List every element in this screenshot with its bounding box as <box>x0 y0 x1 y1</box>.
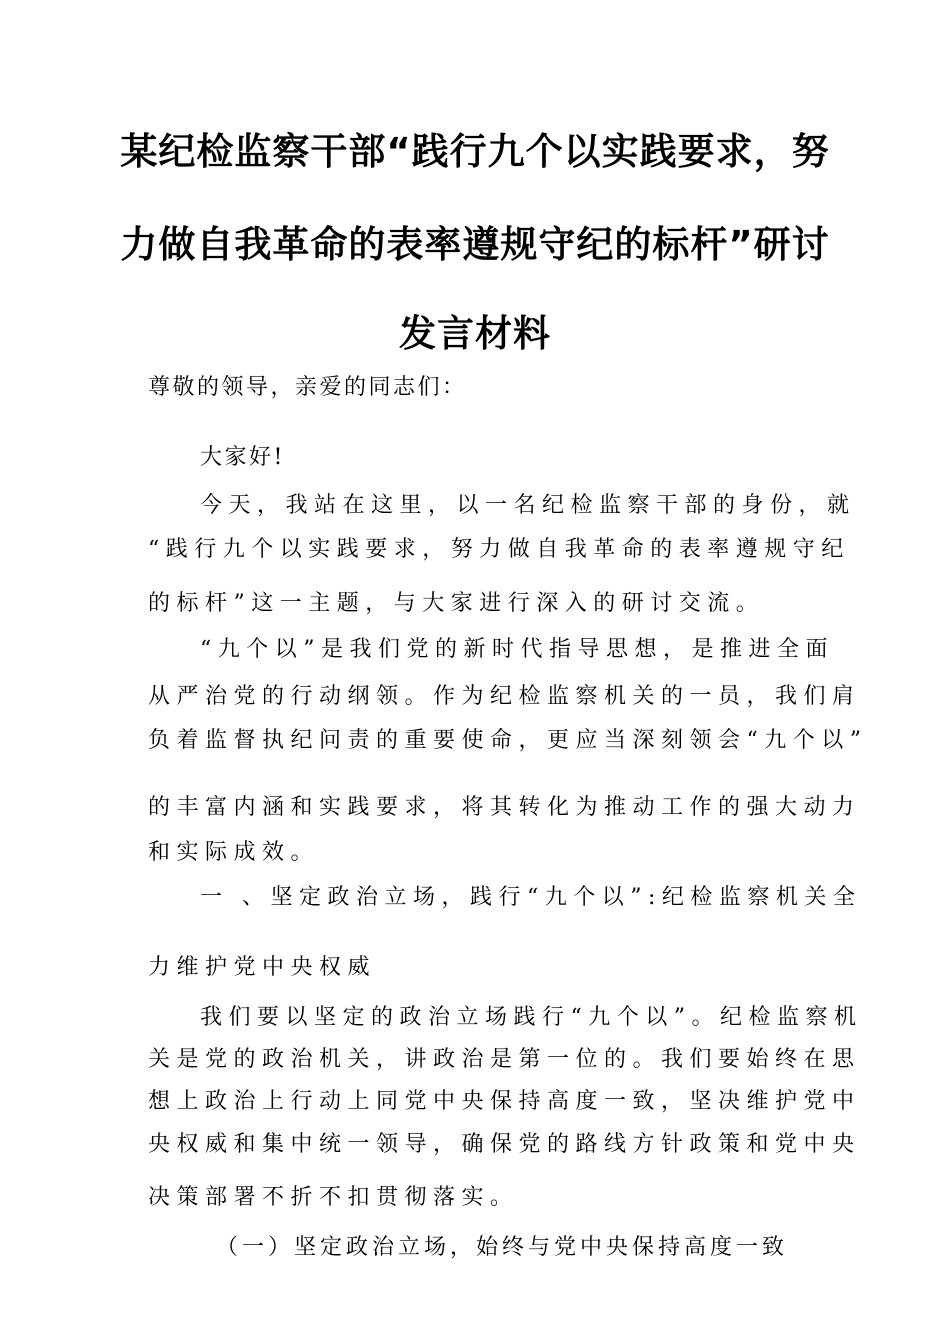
greeting: 大家好! <box>200 445 285 470</box>
paragraph-2-line-1: “九个以”是我们党的新时代指导思想，是推进全面 <box>200 637 834 662</box>
section-1-heading-line-2: 力维护党中央权威 <box>148 955 377 980</box>
section-1-heading-line-1: 一 、坚定政治立场，践行“九个以”:纪检监察机关全 <box>200 885 862 910</box>
paragraph-3-line-2: 关是党的政治机关，讲政治是第一位的。我们要始终在思 <box>148 1047 861 1072</box>
salutation: 尊敬的领导，亲爱的同志们： <box>148 375 467 400</box>
document-title-line-1: 某纪检监察干部“践行九个以实践要求，努 <box>120 130 830 173</box>
paragraph-2-line-5: 和实际成效。 <box>148 840 320 865</box>
paragraph-1-line-3: 的标杆”这一主题，与大家进行深入的研讨交流。 <box>148 591 765 616</box>
paragraph-3-line-1: 我们要以坚定的政治立场践行“九个以”。纪检监察机 <box>200 1005 863 1030</box>
subsection-1-heading: （一）坚定政治立场，始终与党中央保持高度一致 <box>216 1235 789 1260</box>
paragraph-2-line-3: 负着监督执纪问责的重要使命，更应当深刻领会“九个以” <box>148 728 868 753</box>
paragraph-2-line-2: 从严治党的行动纲领。作为纪检监察机关的一员，我们肩 <box>148 684 861 709</box>
document-title-line-3: 发言材料 <box>399 312 551 355</box>
paragraph-1-line-2: “践行九个以实践要求，努力做自我革命的表率遵规守纪 <box>148 537 850 562</box>
paragraph-2-line-4: 的丰富内涵和实践要求，将其转化为推动工作的强大动力 <box>148 795 861 820</box>
paragraph-3-line-4: 央权威和集中统一领导，确保党的路线方针政策和党中央 <box>148 1132 861 1157</box>
paragraph-3-line-5: 决策部署不折不扣贯彻落实。 <box>148 1185 519 1210</box>
document-title-line-2: 力做自我革命的表率遵规守纪的标杆”研讨 <box>120 223 830 266</box>
paragraph-3-line-3: 想上政治上行动上同党中央保持高度一致，坚决维护党中 <box>148 1089 861 1114</box>
paragraph-1-line-1: 今天，我站在这里，以一名纪检监察干部的身份，就 <box>200 493 856 518</box>
